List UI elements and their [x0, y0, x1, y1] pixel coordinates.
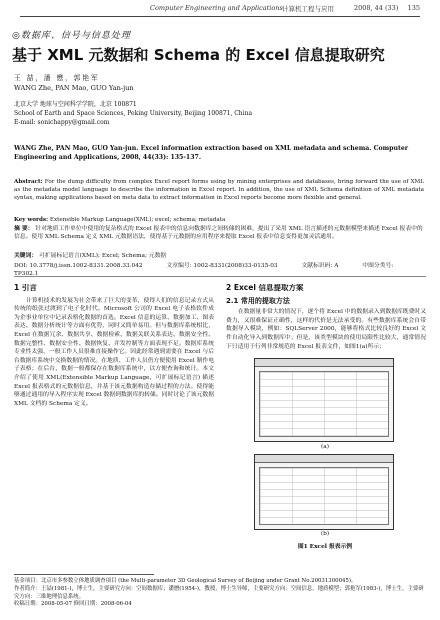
spreadsheet-grid [259, 467, 389, 525]
issue-number: 2008, 44 (33) [354, 4, 399, 12]
keywords-cn-text: 可扩展标记语言(XML); Excel; Schema; 元数据 [39, 253, 167, 259]
authors-cn: 王 喆，潘 懋，郭艳军 [14, 74, 100, 82]
author-note: 作者简介：王喆(1981-)，博士生，主要研究方向：空间数据库；潘懋(1954-)，教授，博士生导师，主要研究方向：空间信息，地质模型；郭艳军(1983-)，博士生，主要研究方向：三维地理信息系统。 [14, 585, 424, 600]
header-rule [20, 16, 420, 17]
excel-screenshot-a [254, 358, 394, 442]
figure-1 [240, 354, 410, 550]
abstract-cn [14, 225, 424, 242]
authors-en: WANG Zhe, PAN Mao, GUO Yan-jun [14, 84, 134, 92]
figure-caption-b: (b) [320, 531, 330, 537]
journal-name-cn: 计算机工程与应用 [282, 5, 334, 13]
intro-paragraph: 计算机技术的发展为社会带来了巨大的变革，使得人们的信息记录方式从传统的纸张过渡到了电子化时代。Microsoft 公司的 Excel 电子表格软件成为企事业单位中记录表格化数据的首选。Excel 信息的运算、数据加工、图表表达、数据分析统计等方面有优势，同时又简单易用。但与数据库系统相比，Excel 在数据冗余、数据共享、数据检索、数据关联关系表达、数据安全性、数据完整性、数据安全性、数据恢复、并发控制等方面表现不足。数据库系统专业性太强，一般工作人员很难直接操作它。因此经常遇到需要在 Excel 与后台数据库系统中交换数据的情况。在地质、工作人员仍方便使用 Excel 制作电子表格；在后台，数据一般都保存在数据库系统中，以方便查询和统计。本文介绍了使用 XML(Extensible Markup Language，可扩展标记语言) 描述 Excel 报表格式的元数据信息，并基于该元数据构造存储过程的方法。使得能够通过通用的导入程序实现 Excel 数据到数据库的转储。同时讨论了该元数据 XML 文档的 Schema 定义。 [14, 297, 214, 407]
intro-heading: 1 引言 [14, 284, 37, 292]
doi: DOI: 10.3778/j.issn.1002-8331.2008.33.042 [14, 263, 143, 269]
affiliation-cn: 北京大学 地球与空间科学学院，北京 100871 [14, 101, 137, 108]
affiliation-en: School of Earth and Space Sciences, Peking University, Beijing 100871, China [14, 110, 253, 117]
journal-name-en: Computer Engineering and Applications [150, 4, 283, 12]
paper-title: 基于 XML 元数据和 Schema 的 Excel 信息提取研究 [12, 46, 385, 64]
footnotes [14, 578, 424, 609]
author-email: E-mail: sonichappy@gmail.com [14, 119, 110, 126]
footnote-rule [14, 574, 154, 575]
abstract-cn-text: 针对地质工作单位中使用的复杂格式的 Excel 报表中的信息向数据库之间转储的困难，提出了采用 XML 语言描述的元数据模型来描述 Excel 报表中的信息。使用 XML Schema 定义 XML 元数据语法，使得基于元数据的应用程序来提取 Excel 报表中信息变得更加灵活通用。 [14, 226, 423, 241]
article-number: 文章编号: 1002-8331(2008)33-0135-03 [166, 263, 278, 269]
keywords-cn [14, 252, 424, 260]
section2-heading: 2 Excel 信息提取方案 [226, 284, 304, 292]
page-number: 135 [407, 4, 420, 12]
excel-toolbar [255, 359, 393, 367]
citation: WANG Zhe, PAN Mao, GUO Yan-jun. Excel information extraction based on XML metadata and schema. Computer Engineering and Applications, 2008, 44(33): 135-137. [14, 145, 409, 161]
section21-paragraph: 在数据量非常大的情况下，逐个将 Excel 中的数据录入到数据库既费时又费力，又很难保证正确性，这样的代价是无法承受的。有些数据库系统会自带数据导入模块，例如：SQLServer 2000，能够将格式比较良好的 Excel 文件自动化导入到数据库中；但是，该类型模块的使用局限性比较大，通常情况下只适用于行列非常规范的 Excel 报表文件，如图1(a)所示； [226, 309, 426, 350]
keywords-cn-label: 关键词： [14, 253, 38, 259]
abstract-en [14, 178, 424, 203]
abstract-label: Abstract: [14, 179, 43, 185]
section21-heading: 2.1 常用的提取方法 [226, 296, 290, 305]
spreadsheet-grid [259, 371, 389, 437]
excel-toolbar [255, 455, 393, 463]
abstract-cn-label: 摘 要： [14, 226, 34, 232]
clc-number: 中图分类号: TP302.1 [14, 263, 394, 278]
right-column [226, 284, 426, 354]
document-code: 文献标识码: A [301, 263, 339, 269]
dates-note: 收稿日期：2008-05-07 修回日期：2008-06-04 [14, 601, 132, 608]
keywords-en [14, 216, 424, 224]
column-title: ◎数据库、信号与信息处理 [12, 31, 131, 41]
keywords-label: Key words: [14, 217, 49, 223]
keywords-text: Extensible Markup Language(XML); excel; schema; metadata [49, 217, 226, 223]
fund-note: 基金项目：北京市多参数立体地质调查项目 (the Multi-parameter 3D Geological Survey of Beijing under Grant No.20031300045)。 [14, 578, 357, 584]
excel-screenshot-b [254, 454, 394, 530]
abstract-text: For the dump difficulty from complex Excel report forms using by mining enterprises and databases, bring forward the use of XML as the metadata model language to describe the information in Excel report. In addition, the use of XML Schema definition of XML metadata syntax, making applications based on meta data to extract information in Excel reports become more flexible and general. [14, 179, 424, 202]
figure-caption: 图1 Excel 报表示例 [297, 544, 353, 550]
figure-caption-a: (a) [321, 444, 329, 450]
section-divider [14, 276, 426, 277]
left-column [14, 284, 214, 570]
running-header [20, 4, 420, 16]
affiliations [14, 100, 344, 127]
